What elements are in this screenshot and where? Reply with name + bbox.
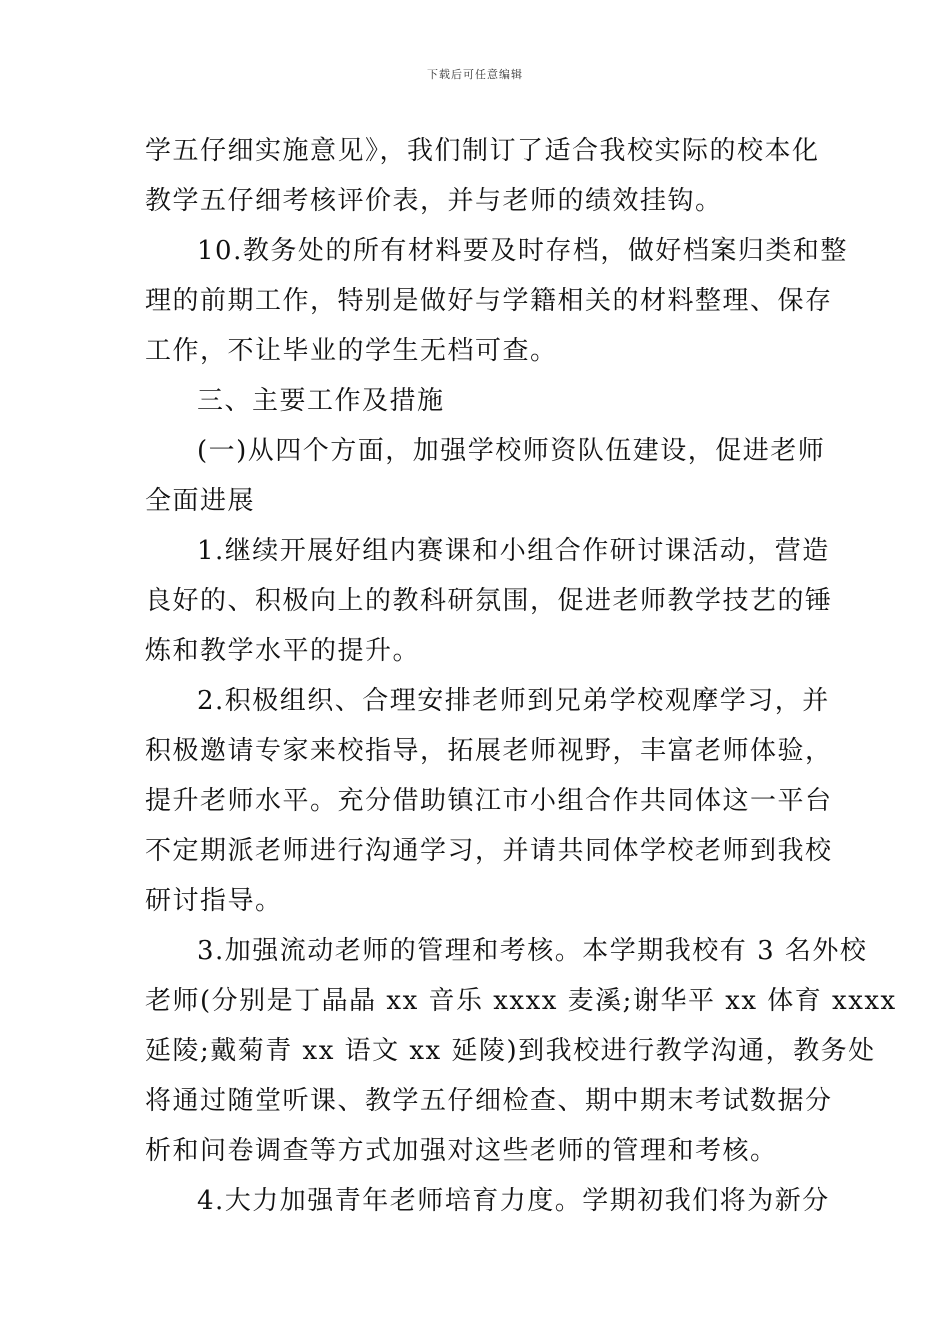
- text-line: 研讨指导。: [145, 886, 283, 916]
- text-line: 学五仔细实施意见》，我们制订了适合我校实际的校本化: [145, 136, 820, 166]
- text-line: 工作，不让毕业的学生无档可查。: [145, 336, 558, 366]
- text-line: 3.加强流动老师的管理和考核。本学期我校有 3 名外校: [197, 936, 868, 966]
- subsection-heading: (一)从四个方面，加强学校师资队伍建设，促进老师: [197, 436, 826, 466]
- text-line: 提升老师水平。充分借助镇江市小组合作共同体这一平台: [145, 786, 833, 816]
- document-body: [145, 126, 897, 1226]
- text-line: 2.积极组织、合理安排老师到兄弟学校观摩学习，并: [197, 686, 830, 716]
- text-line: 教学五仔细考核评价表，并与老师的绩效挂钩。: [145, 186, 723, 216]
- text-line: 4.大力加强青年老师培育力度。学期初我们将为新分: [197, 1186, 830, 1216]
- text-line: 将通过随堂听课、教学五仔细检查、期中期末考试数据分: [145, 1086, 833, 1116]
- text-line: 炼和教学水平的提升。: [145, 636, 421, 666]
- text-line: 延陵;戴菊青 xx 语文 xx 延陵)到我校进行教学沟通，教务处: [145, 1036, 876, 1066]
- text-line: 不定期派老师进行沟通学习，并请共同体学校老师到我校: [145, 836, 833, 866]
- text-line: 积极邀请专家来校指导，拓展老师视野，丰富老师体验，: [145, 736, 833, 766]
- text-line: 老师(分别是丁晶晶 xx 音乐 xxxx 麦溪;谢华平 xx 体育 xxxx: [145, 986, 897, 1016]
- text-line: 1.继续开展好组内赛课和小组合作研讨课活动，营造: [197, 536, 830, 566]
- text-line: 10.教务处的所有材料要及时存档，做好档案归类和整: [197, 236, 848, 266]
- page-header-note: 下载后可任意编辑: [427, 68, 523, 81]
- text-line: 全面进展: [145, 486, 256, 516]
- text-line: 良好的、积极向上的教科研氛围，促进老师教学技艺的锤: [145, 586, 833, 616]
- section-heading: 三、主要工作及措施: [197, 386, 445, 416]
- text-line: 析和问卷调查等方式加强对这些老师的管理和考核。: [145, 1136, 778, 1166]
- text-line: 理的前期工作，特别是做好与学籍相关的材料整理、保存: [145, 286, 833, 316]
